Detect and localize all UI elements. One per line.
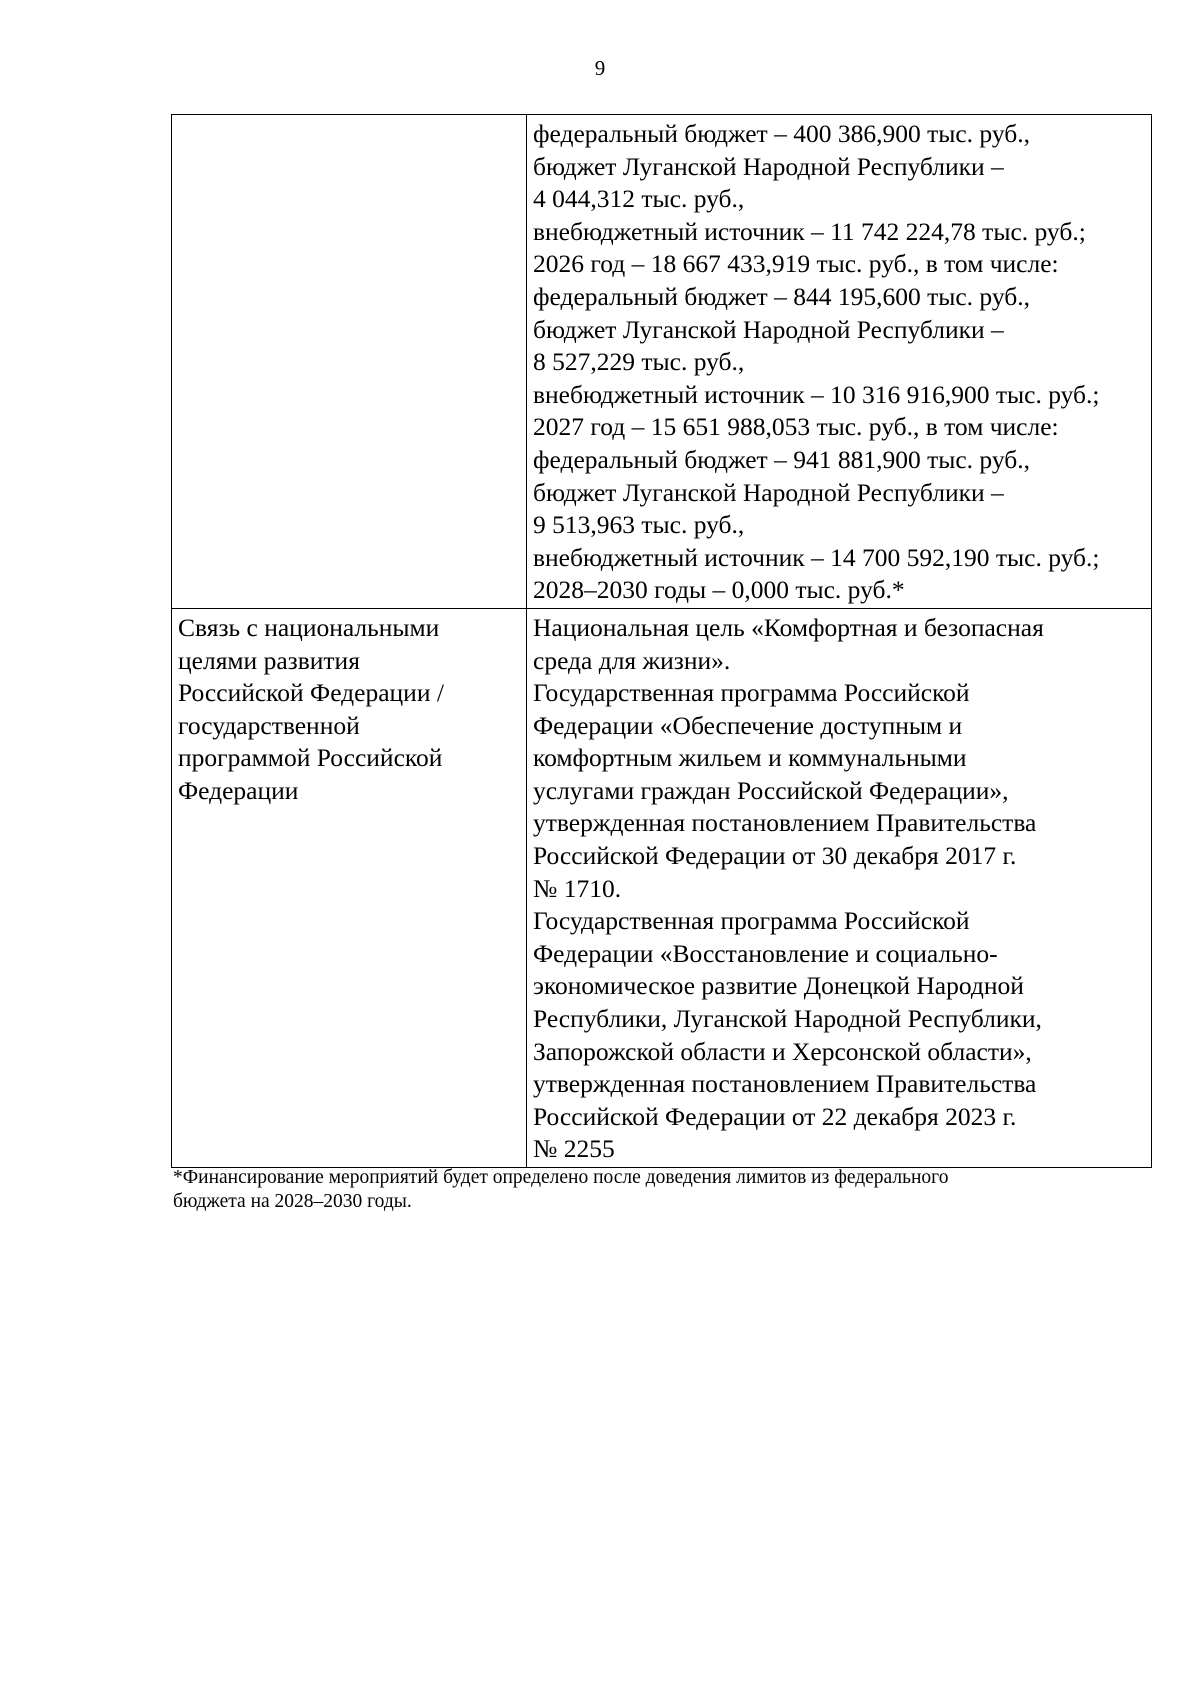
row-label-line: Федерации xyxy=(178,775,299,805)
table-row xyxy=(172,115,1152,609)
funding-line: 2028–2030 годы – 0,000 тыс. руб.* xyxy=(533,575,905,605)
row-label-line: Связь с национальными xyxy=(178,612,440,642)
goal-line: Республики, Луганской Народной Республики, xyxy=(533,1004,1042,1034)
funding-line: внебюджетный источник – 10 316 916,900 тыс. руб.; xyxy=(533,379,1100,409)
funding-line: внебюджетный источник – 14 700 592,190 тыс. руб.; xyxy=(533,542,1100,572)
goal-line: Государственная программа Российской xyxy=(533,678,970,708)
row-content-cell xyxy=(527,115,1152,609)
funding-line: 8 527,229 тыс. руб., xyxy=(533,347,745,377)
funding-line: бюджет Луганской Народной Республики – xyxy=(533,477,1004,507)
funding-line: 2027 год – 15 651 988,053 тыс. руб., в том числе: xyxy=(533,412,1059,442)
goal-line: комфортным жильем и коммунальными xyxy=(533,743,967,773)
row-content-cell xyxy=(527,608,1152,1167)
goal-line: среда для жизни». xyxy=(533,645,731,675)
funding-line: федеральный бюджет – 941 881,900 тыс. руб., xyxy=(533,444,1030,474)
goal-line: Федерации «Восстановление и социально- xyxy=(533,938,998,968)
goal-line: Российской Федерации от 22 декабря 2023 г. xyxy=(533,1101,1017,1131)
row-label-cell xyxy=(172,115,527,609)
row-label-line: государственной xyxy=(178,710,360,740)
passport-table xyxy=(171,114,1152,1168)
row-label-cell xyxy=(172,608,527,1167)
funding-line: бюджет Луганской Народной Республики – xyxy=(533,151,1004,181)
footnote xyxy=(173,1166,1133,1214)
goal-line: утвержденная постановлением Правительства xyxy=(533,808,1037,838)
funding-line: 9 513,963 тыс. руб., xyxy=(533,510,745,540)
goal-line: утвержденная постановлением Правительства xyxy=(533,1069,1037,1099)
goal-line: Федерации «Обеспечение доступным и xyxy=(533,710,963,740)
goal-line: № 2255 xyxy=(533,1134,615,1164)
row-label-line: целями развития xyxy=(178,645,360,675)
table-row xyxy=(172,608,1152,1167)
goal-line: экономическое развитие Донецкой Народной xyxy=(533,971,1024,1001)
funding-line: 4 044,312 тыс. руб., xyxy=(533,184,745,214)
goal-line: Запорожской области и Херсонской области», xyxy=(533,1036,1032,1066)
row-label-line: программой Российской xyxy=(178,743,443,773)
funding-line: федеральный бюджет – 844 195,600 тыс. руб., xyxy=(533,281,1030,311)
goal-line: Национальная цель «Комфортная и безопасная xyxy=(533,612,1044,642)
goal-line: услугами граждан Российской Федерации», xyxy=(533,775,1009,805)
funding-line: внебюджетный источник – 11 742 224,78 тыс. руб.; xyxy=(533,216,1086,246)
goal-line: Российской Федерации от 30 декабря 2017 г. xyxy=(533,841,1017,871)
row-label-line: Российской Федерации / xyxy=(178,678,444,708)
funding-line: федеральный бюджет – 400 386,900 тыс. руб., xyxy=(533,119,1030,148)
goal-line: № 1710. xyxy=(533,873,622,903)
goal-line: Государственная программа Российской xyxy=(533,906,970,936)
footnote-line: *Финансирование мероприятий будет определено после доведения лимитов из федерального xyxy=(173,1167,949,1188)
funding-line: бюджет Луганской Народной Республики – xyxy=(533,314,1004,344)
funding-line: 2026 год – 18 667 433,919 тыс. руб., в том числе: xyxy=(533,249,1059,279)
footnote-line: бюджета на 2028–2030 годы. xyxy=(173,1191,412,1212)
page-number: 9 xyxy=(594,56,606,80)
